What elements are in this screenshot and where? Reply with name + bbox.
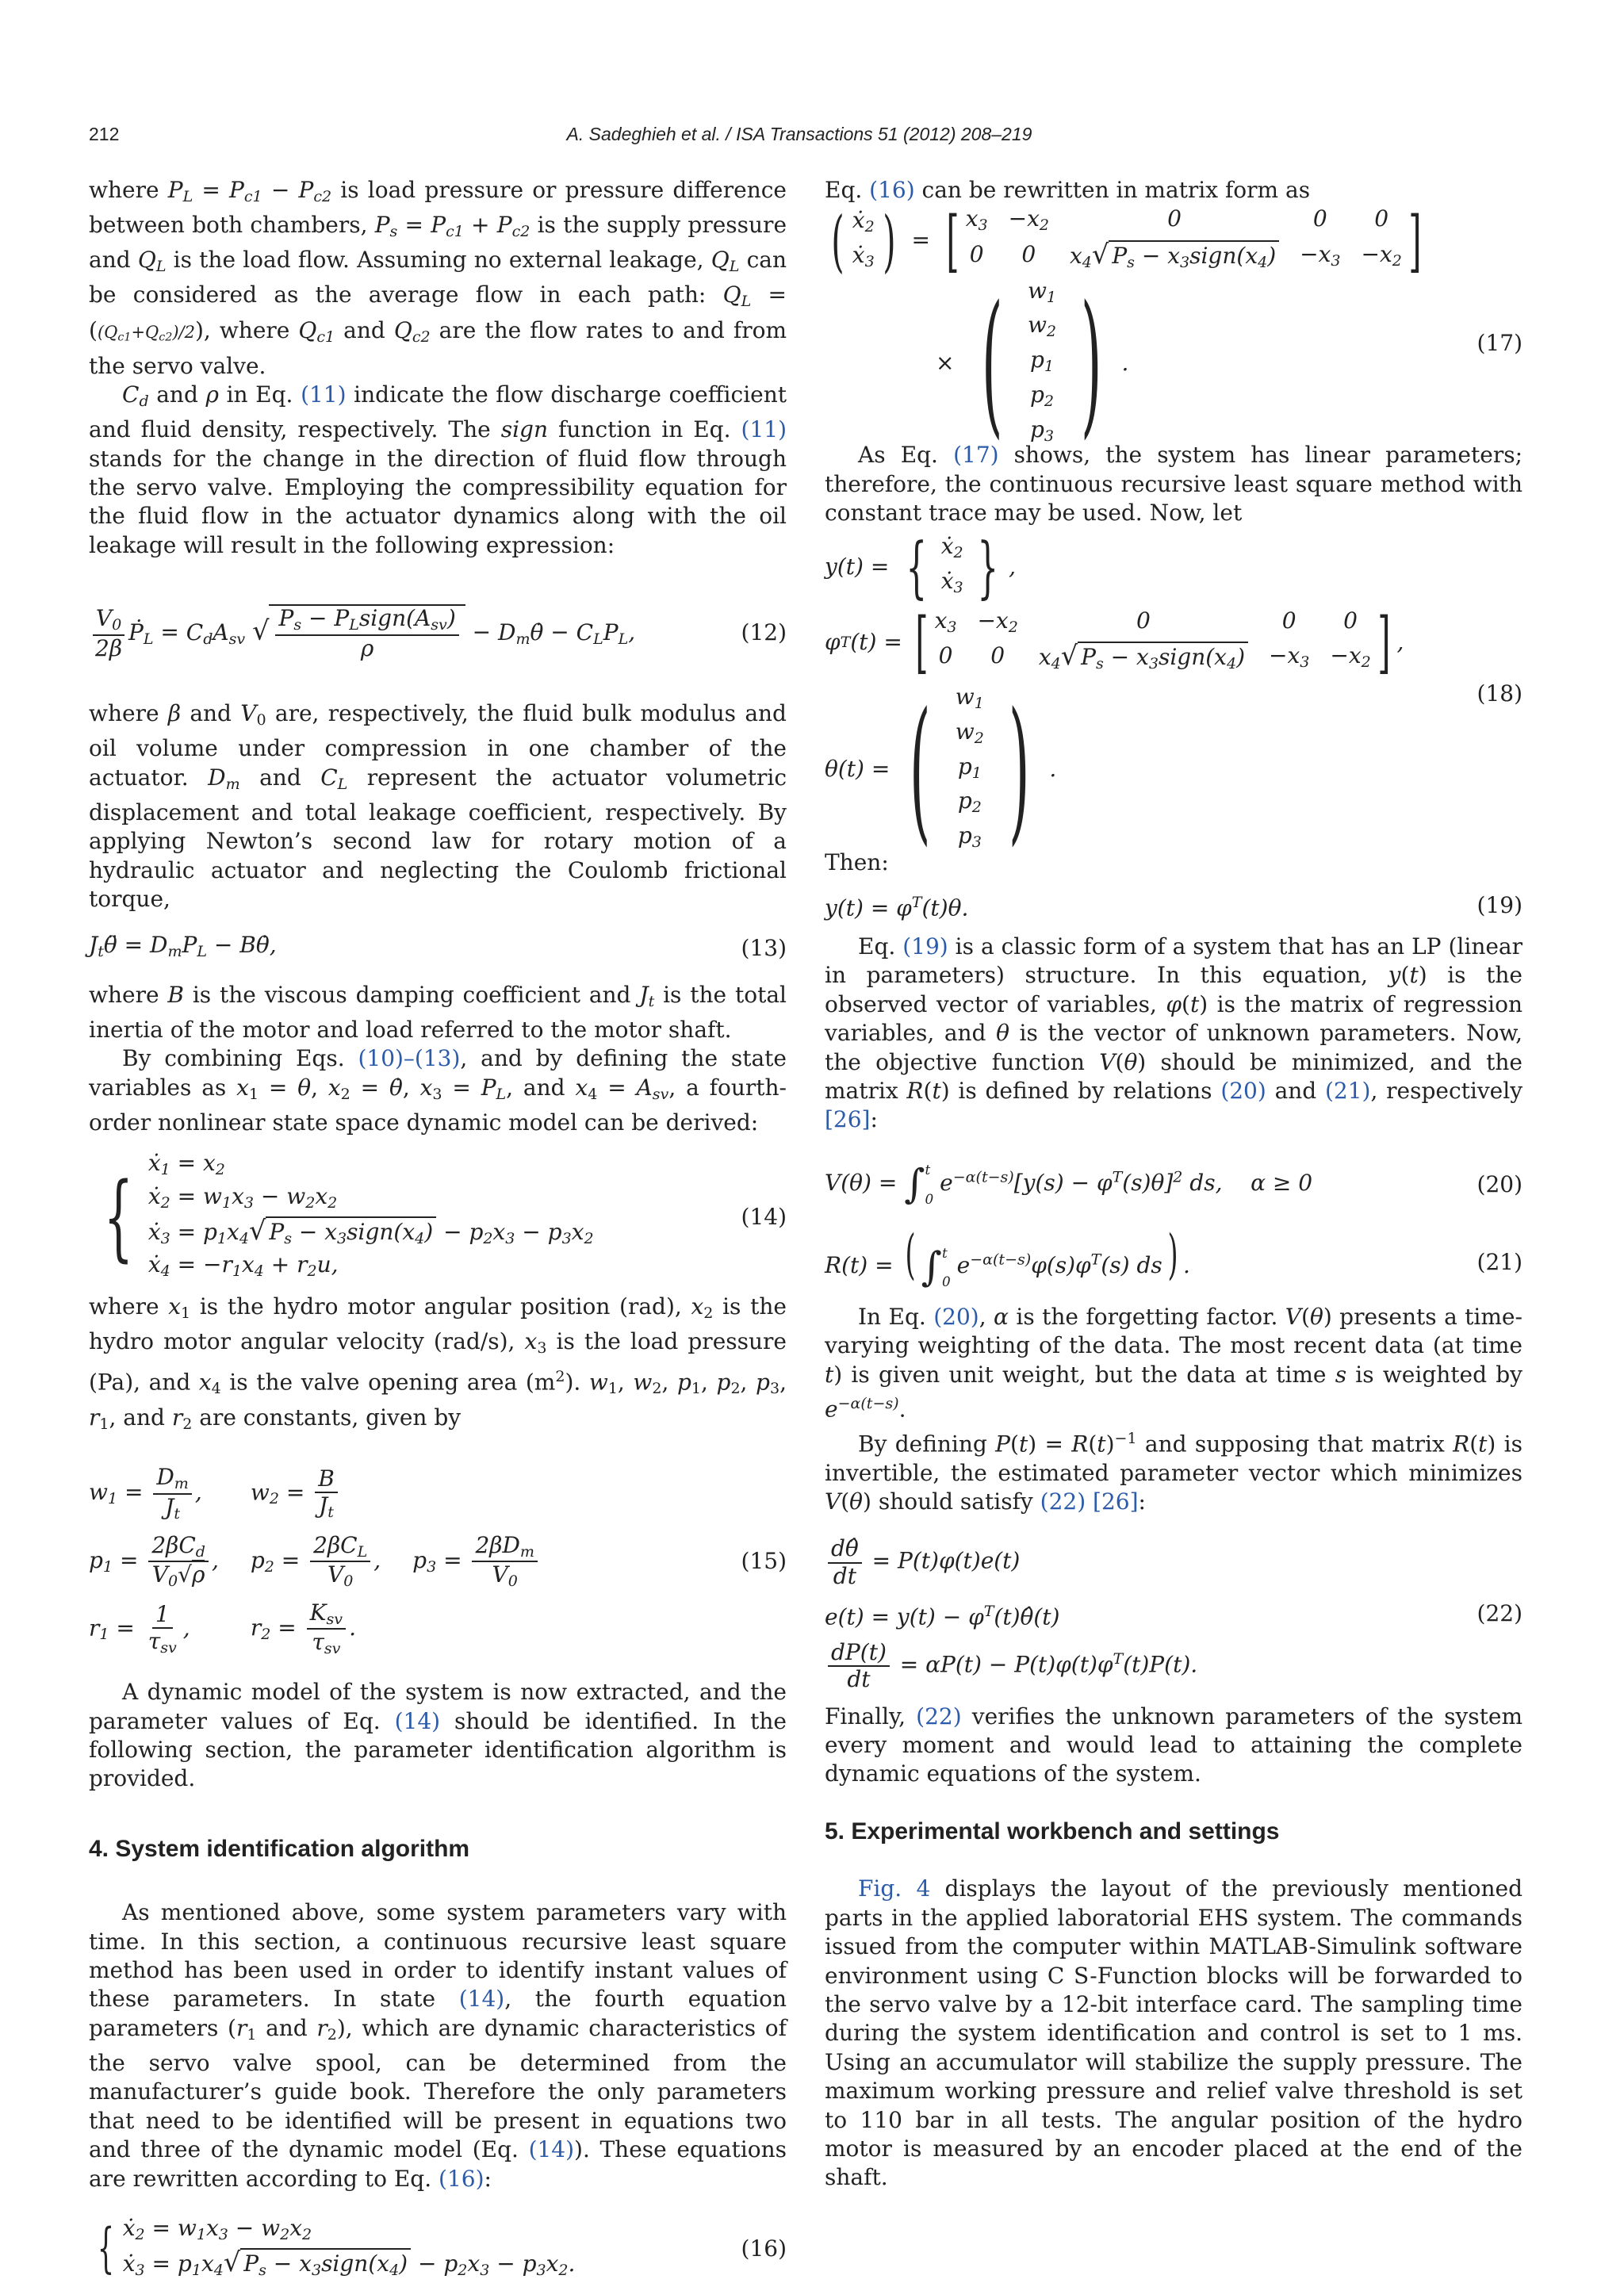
eq-link[interactable]: (20) bbox=[1220, 1078, 1266, 1105]
paragraph: where $P_L = P_{c1} - P_{c2}$ is load pressure or pressure difference between both chambers, $P_s = P_{c1} + P_{c2}$ is the supply pressure and $Q_L$ is the load flow. Assuming no external leakage, $Q_L$ can be considered as the average flow in each path: $Q_L = ((Q_{c1}+Q_{c2})/2)$, where $Q_{c1}$ and $Q_{c2}$ are the flow rates to and from the servo valve. bbox=[89, 177, 787, 379]
section-heading: 5. Experimental workbench and settings bbox=[825, 1818, 1280, 1844]
paragraph: Finally, (22) verifies the unknown parameters of the system every moment and would lead to attaining the complete dynamic equations of the system. bbox=[825, 1703, 1522, 1787]
paragraph: Then: bbox=[825, 848, 889, 875]
equation-number: (15) bbox=[741, 1547, 787, 1574]
paragraph: A dynamic model of the system is now extracted, and the parameter values of Eq. (14) should be identified. In the following section, the parameter identification algorithm is provided. bbox=[89, 1679, 787, 1792]
equation-number: (16) bbox=[741, 2235, 787, 2262]
paragraph: where β and $V_0$ are, respectively, the fluid bulk modulus and oil volume under compression in one chamber of the actuator. $D_m$ and $C_L$ represent the actuator volumetric displacement and total leakage coefficient, respectively. By applying Newton’s second law for rotary motion of a hydraulic actuator and neglecting the Coulomb frictional torque, bbox=[89, 700, 787, 913]
paragraph: As mentioned above, some system parameters vary with time. In this section, a continuous recursive least square method has been used in order to identify instant values of these parameters. In state (14), the fourth equation parameters ($r_1$ and $r_2$), which are dynamic characteristics of the servo valve spool, can be determined from the manufacturer’s guide book. Therefore the only parameters that need to be identified will be present in equations two and three of the dynamic model (Eq. (14)). These equations are rewritten according to Eq. (16): bbox=[89, 1899, 787, 2192]
equation-15: $w_1$ = $\frac{D_m}{J_t}$ , $w_2$ = $\frac{B}{J_t}$ $p_1$ = $\frac{2\beta C_d}{V_0√\rho}$ , $p_2$ = $\frac{2\beta C_L}{V_0}$ , $p_3$ = $\frac{2\beta D_m}{V_0}$ $r_1$ = $\frac{1}{\tau_{sv}}$ , $r_2$ = $\frac{K_{sv}}{\tau_{sv}}$ . (15) bbox=[89, 1464, 787, 1658]
equation-number: (18) bbox=[1477, 680, 1522, 707]
eq-link[interactable]: (22) bbox=[916, 1703, 962, 1729]
page-header bbox=[89, 124, 1510, 155]
page-number: 212 bbox=[89, 124, 120, 144]
eq-link[interactable]: (11) bbox=[741, 416, 787, 443]
equation-number: (14) bbox=[741, 1203, 787, 1230]
equation-20: V(θ) = ∫ t 0 $e^{-\alpha(t-s)}[y(s) - \varphi^T(s)\theta]^2$ ds, α ≥ 0 (20) bbox=[825, 1160, 1522, 1208]
eq-link[interactable]: (14) bbox=[458, 1986, 505, 2013]
paragraph: where B is the viscous damping coefficient and $J_t$ is the total inertia of the motor and load referred to the motor shaft. bbox=[89, 981, 787, 1043]
paragraph: By defining $P(t) = R(t)^{-1}$ and supposing that matrix R(t) is invertible, the estimated parameter vector which minimizes V(θ) should satisfy (22) [26]: bbox=[825, 1429, 1522, 1515]
equation-number: (17) bbox=[1477, 330, 1522, 357]
equation-16: { ẋ$_2$ = $w_1x_3 - w_2x_2$ ẋ$_3$ = $p_1x_4√$ $P_s$ − $x_3sign(x_4) - p_2x_3 - p_3x_2$. (16) bbox=[97, 2214, 787, 2280]
eq-link[interactable]: (16) bbox=[869, 177, 915, 203]
eq-link[interactable]: (19) bbox=[902, 933, 948, 960]
equation-13: $J_t\thetä = D_mP_L$ − Bθ̇, (13) bbox=[89, 933, 787, 965]
equation-number: (12) bbox=[741, 619, 787, 645]
paragraph: As Eq. (17) shows, the system has linear parameters; therefore, the continuous recursive least square method with constant trace may be used. Now, let bbox=[825, 442, 1523, 527]
paragraph: By combining Eqs. (10)–(13), and by defining the state variables as $x_1 = \theta$, $x_2$ = θ̇, $x_3 = P_L$, and $x_4 = A_{sv}$, a fourth-order nonlinear state space dynamic model can be derived: bbox=[89, 1045, 787, 1136]
equation-22: $\frac{d\thetâ}{dt}$ = P(t)φ(t)e(t) $e(t) = y(t) - \varphi^T(t)\thetâ(t)$ $\frac{dP(t)}{dt}$ = $\alpha P(t) - P(t)\varphi(t)\varphi^T(t)P(t)$. (22) bbox=[825, 1535, 1522, 1692]
eq-link[interactable]: (16) bbox=[439, 2165, 485, 2192]
equation-number: (13) bbox=[741, 935, 787, 962]
eq-link[interactable]: (10)–(13) bbox=[358, 1045, 461, 1072]
equation-number: (21) bbox=[1477, 1248, 1522, 1275]
equation-number: (19) bbox=[1477, 891, 1522, 918]
eq-link[interactable]: (14) bbox=[528, 2136, 575, 2163]
equation-12: $\frac{V_0}{2\beta}$ Ṗ$_L$ = $C_dA_{sv}$ √ $\frac{P_s - P_Lsign(A_{sv})}{\rho}$ − $D_m\thetȧ - C_LP_L$, (12) bbox=[89, 588, 787, 677]
left-column bbox=[89, 176, 787, 2282]
figure-link[interactable]: Fig. 4 bbox=[858, 1875, 931, 1902]
equation-21: R(t) = ( ∫ t 0 $e^{-\alpha(t-s)}\varphi(s)\varphi^T(s)$ ds) . (21) bbox=[825, 1224, 1522, 1290]
eq-link[interactable]: (20) bbox=[933, 1303, 979, 1330]
paragraph: In Eq. (20), α is the forgetting factor. V(θ) presents a time-varying weighting of the data. The most recent data (at time t) is given unit weight, but the data at time s is weighted by $e^{-\alpha(t-s)}$. bbox=[825, 1303, 1522, 1423]
running-title: A. Sadeghieh et al. / ISA Transactions 51 (2012) 208–219 bbox=[566, 124, 1032, 144]
right-column bbox=[825, 176, 1522, 2193]
equation-17: ( ẋ$_2$ ẋ$_3$ ) = [ $x_3$ $-x_2$ 0 0 0 0 0 $x_4√$ $P_s$ − $x_3sign(x_4)$ $-x_3$ $-x_2$ ] × ( $w_1$ $w_2$ $p_1$ $p_2$ $p_3$ ) . (17) bbox=[831, 201, 1522, 454]
eq-link[interactable]: (11) bbox=[301, 381, 347, 408]
paragraph: where $x_1$ is the hydro motor angular position (rad), $x_2$ is the hydro motor angular velocity (rad/s), $x_3$ is the load pressure (Pa), and $x_4$ is the valve opening area $(m^2)$. $w_1$, $w_2$, $p_1$, $p_2$, $p_3$, $r_1$, and $r_2$ are constants, given by bbox=[89, 1293, 787, 1433]
citation-link[interactable]: [26] bbox=[825, 1106, 871, 1133]
equation-18: y(t) = { ẋ$_2$ ẋ$_3$ } , φ T (t) = [ $x_3$ $-x_2$ 0 0 0 0 0 $x_4√$ $P_s$ − $x_3sign(x_4)$ $-x_3$ $-x_2$ ] , θ(t) = ( $w_1$ $w_2$ $p_1$ $p_2$ $p_3$ ) . (18) bbox=[825, 528, 1522, 860]
section-heading: 4. System identification algorithm bbox=[89, 1835, 470, 1862]
paragraph: Eq. (16) can be rewritten in matrix form as bbox=[825, 177, 1311, 203]
paragraph: $C_d$ and ρ in Eq. (11) indicate the flow discharge coefficient and fluid density, respectively. The sign function in Eq. (11) stands for the change in the direction of fluid flow through the servo valve. Employing the compressibility equation for the fluid flow in the actuator dynamics along with the oil leakage will result in the following expression: bbox=[89, 381, 787, 558]
eq-link[interactable]: (14) bbox=[394, 1707, 441, 1734]
equation-19: $y(t) = \varphi^T(t)\theta$. (19) bbox=[825, 891, 1522, 921]
eq-link[interactable]: (21) bbox=[1324, 1078, 1371, 1105]
equation-14: { ẋ$_1$ = $x_2$ ẋ$_2$ = $w_1x_3 - w_2x_2$ ẋ$_3$ = $p_1x_4√$ $P_s$ − $x_3sign(x_4) - p_2x_3 - p_3x_2$ ẋ$_4$ = $-r_1x_4 + r_2u$, (14) bbox=[103, 1150, 787, 1281]
eq-link[interactable]: (22) bbox=[1040, 1488, 1086, 1515]
citation-link[interactable]: [26] bbox=[1093, 1488, 1139, 1515]
paragraph: Eq. (19) is a classic form of a system that has an LP (linear in parameters) structure. In this equation, y(t) is the observed vector of variables, φ(t) is the matrix of regression variables, and θ is the vector of unknown parameters. Now, the objective function V(θ) should be minimized, and the matrix R(t) is defined by relations (20) and (21), respectively [26]: bbox=[825, 933, 1523, 1133]
paragraph: Fig. 4 displays the layout of the previously mentioned parts in the applied laboratorial EHS system. The commands issued from the computer within MATLAB-Simulink software environment using C S-Function blocks will be forwarded to the servo valve by a 12-bit interface card. The sampling time during the system identification and control is set to 1 ms. Using an accumulator will stabilize the supply pressure. The maximum working pressure and relief valve threshold is set to 110 bar in all tests. The angular position of the hydro motor is measured by an encoder placed at the end of the shaft. bbox=[825, 1875, 1522, 2191]
eq-link[interactable]: (17) bbox=[953, 442, 999, 469]
equation-number: (22) bbox=[1477, 1600, 1522, 1627]
equation-number: (20) bbox=[1477, 1170, 1522, 1197]
